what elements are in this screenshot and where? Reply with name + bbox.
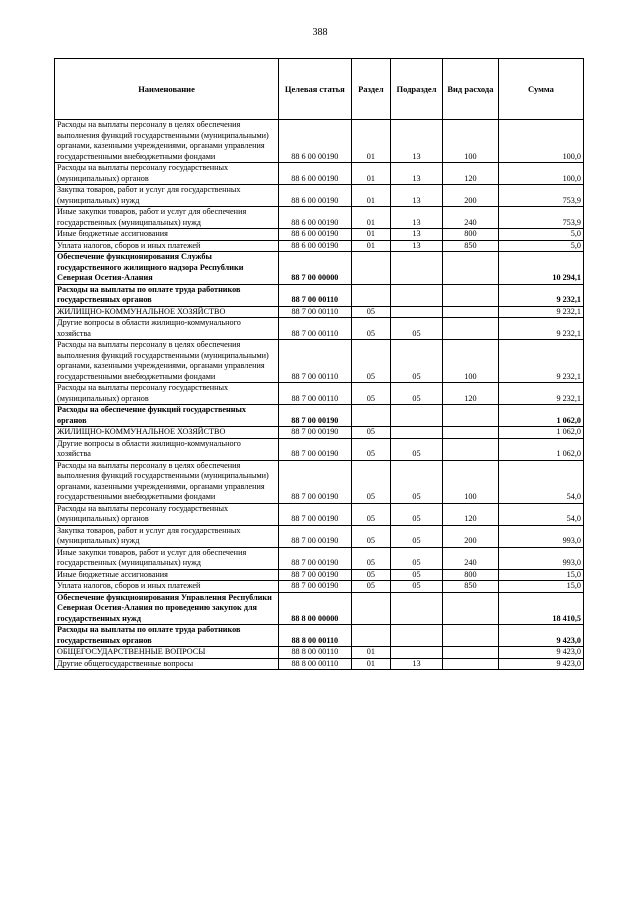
cell-name: Расходы на выплаты персоналу государственных (муниципальных) органов	[55, 503, 279, 525]
cell-section: 05	[351, 438, 390, 460]
cell-expense-type	[442, 438, 498, 460]
table-row	[55, 503, 584, 525]
cell-sum: 9 232,1	[498, 383, 583, 405]
cell-name: Другие общегосударственные вопросы	[55, 658, 279, 670]
cell-name: ЖИЛИЩНО-КОММУНАЛЬНОЕ ХОЗЯЙСТВО	[55, 306, 279, 318]
cell-subsection: 05	[391, 340, 443, 383]
cell-section: 05	[351, 383, 390, 405]
cell-section: 01	[351, 185, 390, 207]
cell-subsection: 05	[391, 547, 443, 569]
cell-sum: 9 232,1	[498, 306, 583, 318]
cell-name: Уплата налогов, сборов и иных платежей	[55, 240, 279, 252]
cell-subsection: 13	[391, 229, 443, 241]
cell-subsection	[391, 625, 443, 647]
cell-expense-type	[442, 405, 498, 427]
cell-section: 05	[351, 525, 390, 547]
cell-target-code: 88 7 00 00110	[279, 318, 352, 340]
cell-subsection: 05	[391, 383, 443, 405]
cell-section: 05	[351, 581, 390, 593]
cell-target-code: 88 7 00 00110	[279, 284, 352, 306]
table-row	[55, 318, 584, 340]
table-row	[55, 592, 584, 625]
cell-target-code: 88 7 00 00190	[279, 460, 352, 503]
cell-target-code: 88 7 00 00190	[279, 569, 352, 581]
cell-subsection	[391, 252, 443, 285]
table-row	[55, 185, 584, 207]
cell-target-code: 88 6 00 00190	[279, 120, 352, 163]
cell-sum: 9 232,1	[498, 284, 583, 306]
cell-target-code: 88 8 00 00000	[279, 592, 352, 625]
cell-name: ОБЩЕГОСУДАРСТВЕННЫЕ ВОПРОСЫ	[55, 647, 279, 659]
cell-name: Расходы на выплаты персоналу в целях обеспечения выполнения функций государственными (муниципальными) органами, казенными учреждениями, органами управления государственными внебюджетными фондами	[55, 340, 279, 383]
cell-subsection: 05	[391, 581, 443, 593]
cell-section: 05	[351, 340, 390, 383]
cell-sum: 1 062,0	[498, 438, 583, 460]
cell-target-code: 88 8 00 00110	[279, 647, 352, 659]
cell-section: 01	[351, 120, 390, 163]
cell-name: Расходы на обеспечение функций государственных органов	[55, 405, 279, 427]
cell-sum: 1 062,0	[498, 427, 583, 439]
cell-sum: 753,9	[498, 207, 583, 229]
cell-name: Расходы на выплаты персоналу в целях обеспечения выполнения функций государственными (муниципальными) органами, казенными учреждениями, органами управления государственными внебюджетными фондами	[55, 120, 279, 163]
header-code: Целевая статья	[279, 59, 352, 120]
cell-subsection: 13	[391, 658, 443, 670]
cell-expense-type: 200	[442, 525, 498, 547]
cell-sum: 10 294,1	[498, 252, 583, 285]
table-header-row	[55, 59, 584, 120]
table-row	[55, 207, 584, 229]
table-row	[55, 306, 584, 318]
cell-subsection	[391, 427, 443, 439]
cell-sum: 5,0	[498, 240, 583, 252]
table-row	[55, 340, 584, 383]
cell-section	[351, 625, 390, 647]
cell-name: Иные закупки товаров, работ и услуг для обеспечения государственных (муниципальных) нужд	[55, 547, 279, 569]
table-row	[55, 625, 584, 647]
cell-expense-type	[442, 306, 498, 318]
table-row	[55, 405, 584, 427]
cell-expense-type: 850	[442, 581, 498, 593]
cell-expense-type: 200	[442, 185, 498, 207]
cell-name: Расходы на выплаты персоналу государственных (муниципальных) органов	[55, 163, 279, 185]
cell-target-code: 88 6 00 00190	[279, 163, 352, 185]
cell-name: Закупка товаров, работ и услуг для государственных (муниципальных) нужд	[55, 525, 279, 547]
cell-sum: 18 410,5	[498, 592, 583, 625]
cell-section: 01	[351, 163, 390, 185]
table-row	[55, 569, 584, 581]
cell-expense-type	[442, 318, 498, 340]
cell-section	[351, 592, 390, 625]
cell-target-code: 88 7 00 00190	[279, 405, 352, 427]
cell-expense-type: 800	[442, 569, 498, 581]
cell-subsection	[391, 647, 443, 659]
cell-sum: 15,0	[498, 581, 583, 593]
cell-expense-type	[442, 658, 498, 670]
cell-section: 05	[351, 318, 390, 340]
table-row	[55, 383, 584, 405]
cell-name: Другие вопросы в области жилищно-коммунального хозяйства	[55, 438, 279, 460]
cell-name: Иные бюджетные ассигнования	[55, 229, 279, 241]
cell-expense-type: 240	[442, 207, 498, 229]
cell-subsection: 13	[391, 163, 443, 185]
cell-target-code: 88 8 00 00110	[279, 658, 352, 670]
cell-section: 05	[351, 503, 390, 525]
cell-section	[351, 405, 390, 427]
cell-sum: 9 423,0	[498, 658, 583, 670]
cell-sum: 100,0	[498, 120, 583, 163]
cell-name: ЖИЛИЩНО-КОММУНАЛЬНОЕ ХОЗЯЙСТВО	[55, 427, 279, 439]
header-subsection: Подраздел	[391, 59, 443, 120]
cell-expense-type: 120	[442, 503, 498, 525]
cell-section: 05	[351, 569, 390, 581]
cell-sum: 9 423,0	[498, 625, 583, 647]
cell-section	[351, 284, 390, 306]
cell-expense-type	[442, 427, 498, 439]
cell-name: Расходы на выплаты по оплате труда работников государственных органов	[55, 284, 279, 306]
cell-sum: 9 423,0	[498, 647, 583, 659]
cell-expense-type: 800	[442, 229, 498, 241]
cell-sum: 54,0	[498, 503, 583, 525]
cell-sum: 753,9	[498, 185, 583, 207]
cell-target-code: 88 7 00 00190	[279, 547, 352, 569]
cell-section: 05	[351, 306, 390, 318]
budget-table	[54, 58, 584, 670]
cell-subsection: 13	[391, 120, 443, 163]
table-row	[55, 284, 584, 306]
cell-name: Другие вопросы в области жилищно-коммунального хозяйства	[55, 318, 279, 340]
cell-subsection	[391, 405, 443, 427]
cell-target-code: 88 7 00 00190	[279, 438, 352, 460]
cell-subsection: 13	[391, 185, 443, 207]
table-row	[55, 547, 584, 569]
cell-subsection: 13	[391, 240, 443, 252]
cell-subsection	[391, 284, 443, 306]
cell-sum: 5,0	[498, 229, 583, 241]
cell-target-code: 88 6 00 00190	[279, 185, 352, 207]
cell-expense-type: 850	[442, 240, 498, 252]
cell-sum: 9 232,1	[498, 340, 583, 383]
table-row	[55, 658, 584, 670]
cell-section: 01	[351, 647, 390, 659]
cell-section: 05	[351, 460, 390, 503]
table-row	[55, 120, 584, 163]
cell-target-code: 88 7 00 00190	[279, 503, 352, 525]
cell-section	[351, 252, 390, 285]
cell-target-code: 88 7 00 00190	[279, 427, 352, 439]
cell-name: Расходы на выплаты по оплате труда работников государственных органов	[55, 625, 279, 647]
table-row	[55, 252, 584, 285]
cell-expense-type	[442, 284, 498, 306]
cell-target-code: 88 6 00 00190	[279, 229, 352, 241]
header-type: Вид расхода	[442, 59, 498, 120]
cell-expense-type	[442, 592, 498, 625]
cell-expense-type: 100	[442, 460, 498, 503]
cell-subsection	[391, 306, 443, 318]
cell-expense-type: 100	[442, 120, 498, 163]
cell-section: 01	[351, 240, 390, 252]
table-row	[55, 163, 584, 185]
cell-sum: 993,0	[498, 525, 583, 547]
cell-subsection: 13	[391, 207, 443, 229]
table-row	[55, 240, 584, 252]
cell-subsection: 05	[391, 438, 443, 460]
cell-expense-type	[442, 647, 498, 659]
cell-name: Уплата налогов, сборов и иных платежей	[55, 581, 279, 593]
cell-sum: 100,0	[498, 163, 583, 185]
table-row	[55, 427, 584, 439]
cell-name: Иные бюджетные ассигнования	[55, 569, 279, 581]
cell-target-code: 88 6 00 00190	[279, 240, 352, 252]
cell-sum: 15,0	[498, 569, 583, 581]
header-section: Раздел	[351, 59, 390, 120]
cell-subsection: 05	[391, 318, 443, 340]
cell-section: 01	[351, 229, 390, 241]
cell-expense-type: 120	[442, 163, 498, 185]
cell-target-code: 88 7 00 00000	[279, 252, 352, 285]
cell-sum: 1 062,0	[498, 405, 583, 427]
cell-name: Закупка товаров, работ и услуг для государственных (муниципальных) нужд	[55, 185, 279, 207]
cell-subsection: 05	[391, 569, 443, 581]
cell-expense-type	[442, 625, 498, 647]
cell-target-code: 88 7 00 00110	[279, 383, 352, 405]
cell-section: 01	[351, 658, 390, 670]
cell-subsection: 05	[391, 460, 443, 503]
cell-section: 05	[351, 427, 390, 439]
cell-expense-type: 120	[442, 383, 498, 405]
header-name: Наименование	[55, 59, 279, 120]
table-row	[55, 647, 584, 659]
cell-name: Иные закупки товаров, работ и услуг для обеспечения государственных (муниципальных) нужд	[55, 207, 279, 229]
cell-target-code: 88 8 00 00110	[279, 625, 352, 647]
cell-target-code: 88 7 00 00190	[279, 525, 352, 547]
table-row	[55, 581, 584, 593]
cell-expense-type: 100	[442, 340, 498, 383]
table-row	[55, 229, 584, 241]
cell-section: 01	[351, 207, 390, 229]
cell-subsection	[391, 592, 443, 625]
table-row	[55, 438, 584, 460]
cell-target-code: 88 7 00 00110	[279, 340, 352, 383]
page-number: 388	[312, 27, 328, 38]
cell-target-code: 88 7 00 00110	[279, 306, 352, 318]
cell-name: Расходы на выплаты персоналу государственных (муниципальных) органов	[55, 383, 279, 405]
cell-subsection: 05	[391, 525, 443, 547]
header-sum: Сумма	[498, 59, 583, 120]
table-row	[55, 525, 584, 547]
table-row	[55, 460, 584, 503]
cell-expense-type: 240	[442, 547, 498, 569]
cell-section: 05	[351, 547, 390, 569]
cell-sum: 54,0	[498, 460, 583, 503]
cell-name: Обеспечение функционирования Службы государственного жилищного надзора Республики Северная Осетия-Алания	[55, 252, 279, 285]
cell-sum: 993,0	[498, 547, 583, 569]
cell-target-code: 88 6 00 00190	[279, 207, 352, 229]
cell-subsection: 05	[391, 503, 443, 525]
cell-name: Расходы на выплаты персоналу в целях обеспечения выполнения функций государственными (муниципальными) органами, казенными учреждениями, органами управления государственными внебюджетными фондами	[55, 460, 279, 503]
cell-name: Обеспечение функционирования Управления Республики Северная Осетия-Алания по проведению закупок для государственных нужд	[55, 592, 279, 625]
cell-sum: 9 232,1	[498, 318, 583, 340]
cell-expense-type	[442, 252, 498, 285]
cell-target-code: 88 7 00 00190	[279, 581, 352, 593]
